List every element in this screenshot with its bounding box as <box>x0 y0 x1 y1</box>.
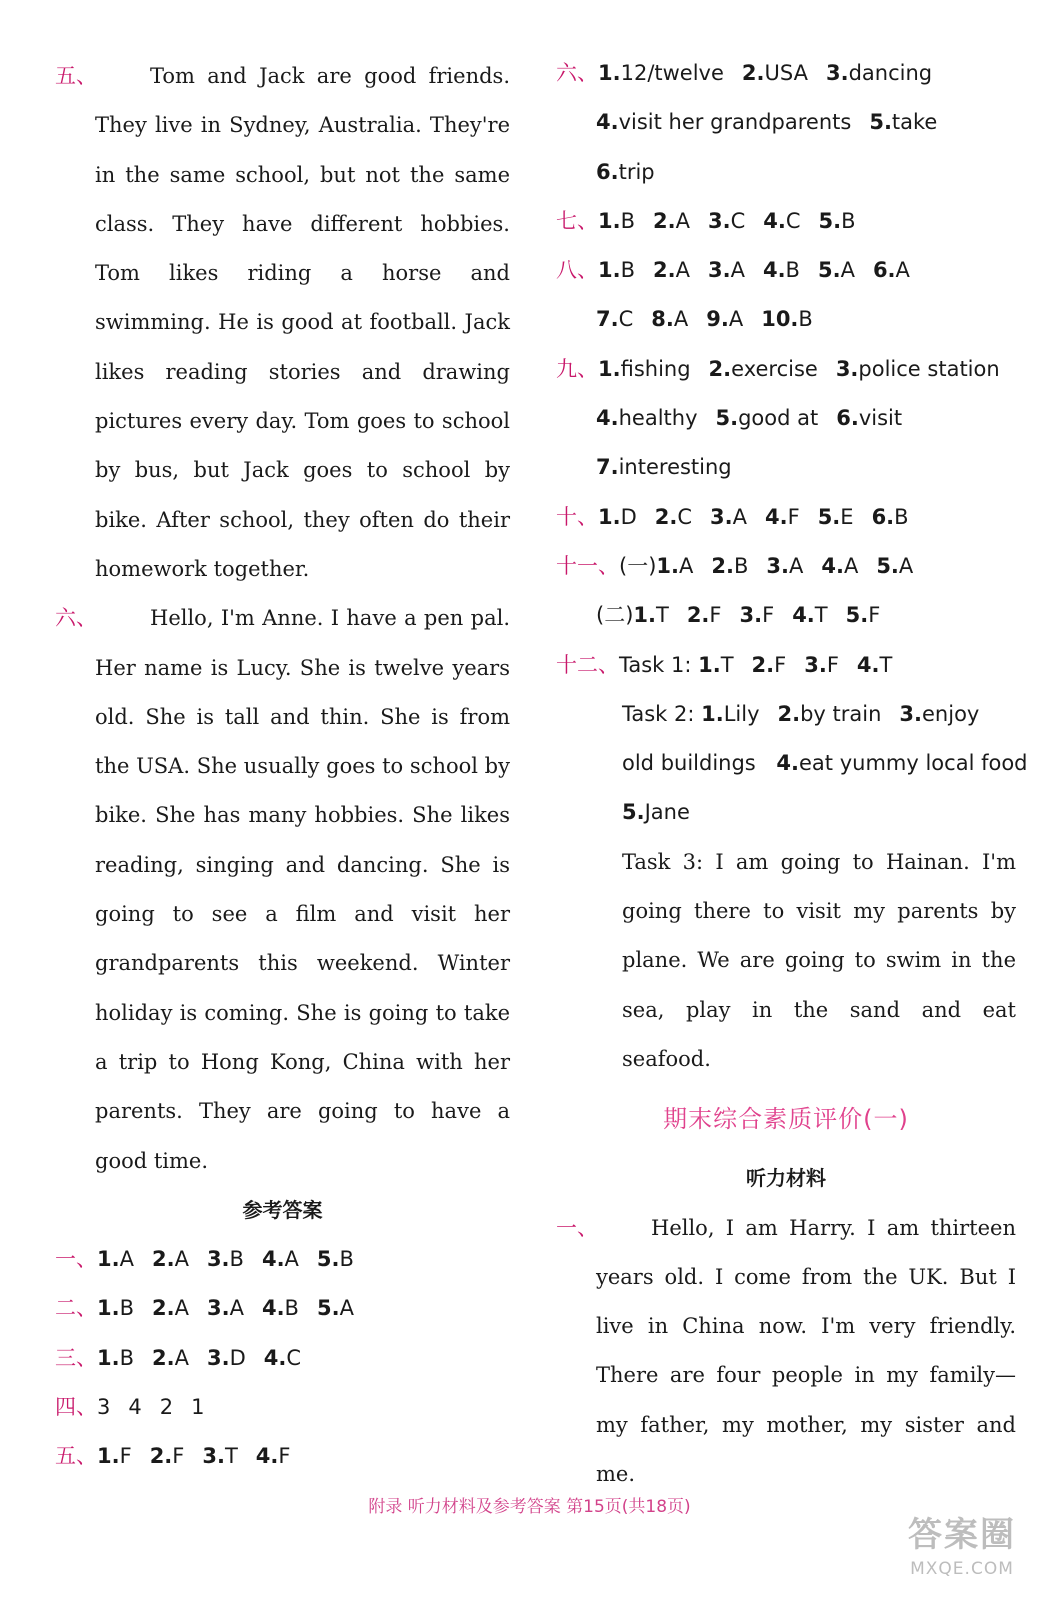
answer-item <box>97 1432 132 1481</box>
answer-number: 1. <box>97 1345 120 1370</box>
answer-number: 6. <box>596 159 619 184</box>
answer-item <box>598 49 724 98</box>
answer-item <box>701 690 759 739</box>
answer-number: 6. <box>871 504 895 529</box>
section-number: 三、 <box>55 1345 97 1370</box>
answer-value: USA <box>764 61 808 85</box>
answer-number: 6. <box>872 258 896 283</box>
section-number: 五、 <box>55 1444 97 1469</box>
answer-item <box>596 394 698 443</box>
section-number: 四、 <box>55 1395 97 1420</box>
answer-number: 4. <box>261 1247 285 1272</box>
answer-number: 2. <box>708 356 732 381</box>
answer-number: 5. <box>316 1296 340 1321</box>
answer-value: B <box>119 1296 135 1321</box>
answer-number: 1. <box>598 208 621 233</box>
answer-item <box>317 1235 354 1284</box>
section-number: 六、 <box>556 61 598 85</box>
answer-number: 3. <box>206 1296 230 1321</box>
answer-row <box>556 394 1016 443</box>
answer-number: 4. <box>596 110 619 135</box>
answer-row <box>55 1334 510 1383</box>
answer-number: 3. <box>766 553 789 578</box>
part-label: (一) <box>619 553 657 578</box>
answer-value: A <box>673 307 689 332</box>
answer-number: 2. <box>151 1247 175 1272</box>
answer-item <box>687 591 722 640</box>
answer-value: B <box>284 1296 299 1321</box>
answer-value: exercise <box>731 356 818 381</box>
answer-item <box>698 641 733 690</box>
site-watermark-logo: 答案圈 MXQE.COM <box>908 1515 1016 1579</box>
answer-number: 7. <box>596 455 619 480</box>
section-number: 五、 <box>55 64 97 88</box>
answer-item <box>653 197 690 246</box>
answer-value: B <box>620 208 636 233</box>
answer-number: 4. <box>596 406 619 431</box>
answer-number: 4. <box>763 208 786 233</box>
answer-item <box>97 1383 110 1432</box>
answer-value: fishing <box>620 356 691 381</box>
answer-number: 4. <box>776 751 800 776</box>
answer-item <box>709 345 818 394</box>
section-number: 八、 <box>556 258 598 283</box>
answer-item <box>262 1284 299 1333</box>
answer-number: 5. <box>715 406 739 431</box>
left-column <box>55 0 510 1482</box>
answer-number: 5. <box>818 208 842 233</box>
answer-item <box>653 246 690 295</box>
part-label: (二) <box>596 603 634 628</box>
answer-value: F <box>868 603 881 628</box>
answer-item <box>765 493 800 542</box>
answer-item <box>207 1334 246 1383</box>
answer-row <box>556 295 1016 344</box>
answer-number: 2. <box>653 258 676 283</box>
section-number: 九、 <box>556 356 598 381</box>
answer-row <box>556 788 1016 837</box>
page-footer: 附录 听力材料及参考答案 第15页(共18页) <box>368 1497 691 1517</box>
answer-number: 1. <box>701 701 724 726</box>
answer-item <box>818 246 855 295</box>
answer-row <box>556 98 1016 147</box>
answer-number: 5. <box>316 1247 340 1272</box>
answer-value: visit <box>858 406 903 431</box>
answer-item <box>656 542 693 591</box>
answer-item <box>899 690 979 739</box>
answer-item <box>264 1334 301 1383</box>
answer-number: 5. <box>817 504 841 529</box>
answer-row <box>556 246 1016 295</box>
answer-number: 1. <box>97 1247 120 1272</box>
answer-item <box>763 197 800 246</box>
answer-value: 2 <box>159 1395 174 1420</box>
answer-number: 4. <box>762 258 786 283</box>
answer-number: 2. <box>777 701 801 726</box>
answer-item <box>160 1383 173 1432</box>
answer-value: T <box>879 652 893 677</box>
answer-value: C <box>618 307 634 332</box>
answer-number: 1. <box>656 553 679 578</box>
answer-item <box>207 1284 244 1333</box>
answer-item <box>262 1235 299 1284</box>
answer-item <box>596 148 655 197</box>
answer-value: A <box>229 1296 244 1321</box>
answer-number: 4. <box>856 652 880 677</box>
answer-value: A <box>728 307 744 332</box>
answer-value: C <box>286 1345 302 1370</box>
answer-number: 3. <box>739 603 763 628</box>
answer-value: T <box>720 652 734 677</box>
exam-section-banner: 期末综合素质评价(一) <box>663 1105 909 1134</box>
task3-answer: Task 3: I am going to Hainan. I'm going there to visit my parents by plane. We are going to swim in the sea, play in the sand and eat seafood. <box>622 849 1016 1071</box>
listening-passage-1 <box>556 1204 1016 1500</box>
answer-value: take <box>891 110 938 135</box>
answer-number: 1. <box>698 652 721 677</box>
answer-item <box>876 542 913 591</box>
answer-item <box>150 1432 185 1481</box>
answer-number: 1. <box>633 603 656 628</box>
answer-value: T <box>224 1444 238 1469</box>
answer-row <box>556 148 1016 197</box>
answer-number: 3. <box>835 356 859 381</box>
answer-item <box>857 641 892 690</box>
answer-value: by train <box>800 701 882 726</box>
answer-item <box>826 49 932 98</box>
answer-value: C <box>677 504 693 529</box>
task-label: Task 1: <box>619 652 699 677</box>
answer-number: 5. <box>817 258 841 283</box>
answer-value: old buildings <box>622 751 763 776</box>
answer-item <box>128 1383 141 1432</box>
answers-title: 参考答案 <box>242 1197 323 1222</box>
answer-value: dancing <box>848 61 933 85</box>
answer-value: E <box>840 504 854 529</box>
answer-row <box>55 1383 510 1432</box>
answer-number: 5. <box>845 603 869 628</box>
answer-item <box>598 345 691 394</box>
answer-item <box>317 1284 354 1333</box>
answer-number: 5. <box>876 553 899 578</box>
answer-item <box>804 641 839 690</box>
answer-item <box>598 246 635 295</box>
answer-value: A <box>840 258 855 283</box>
answer-value: A <box>732 504 747 529</box>
answer-value: A <box>730 258 745 283</box>
answer-item <box>596 295 633 344</box>
answer-item <box>207 1235 244 1284</box>
answer-item <box>202 1432 237 1481</box>
answer-value: B <box>119 1345 135 1370</box>
answer-row <box>556 197 1016 246</box>
answer-number: 2. <box>149 1444 173 1469</box>
answer-item <box>761 295 813 344</box>
answer-value: B <box>894 504 909 529</box>
answer-value: B <box>229 1247 244 1272</box>
answer-row <box>55 1284 510 1333</box>
answer-value: A <box>174 1345 189 1370</box>
section-number: 一、 <box>55 1247 97 1272</box>
answer-value: A <box>895 258 910 283</box>
answer-number: 9. <box>706 307 729 332</box>
answer-value: visit her grandparents <box>618 110 852 135</box>
answer-value: D <box>229 1345 246 1370</box>
answer-number: 5. <box>869 110 892 135</box>
section-number: 十一、 <box>556 553 619 578</box>
answer-number: 3. <box>804 652 827 677</box>
answer-value: F <box>762 603 775 628</box>
answer-item <box>872 493 909 542</box>
answer-number: 2. <box>654 504 678 529</box>
answer-value: B <box>785 258 800 283</box>
answer-item <box>97 1235 134 1284</box>
answer-item <box>819 197 856 246</box>
answer-item <box>742 49 808 98</box>
answer-row <box>556 690 1016 739</box>
answer-item <box>708 246 745 295</box>
answer-number: 1. <box>97 1296 120 1321</box>
answer-number: 3. <box>202 1444 225 1469</box>
answer-number: 3. <box>707 208 731 233</box>
answer-number: 4. <box>821 553 844 578</box>
answer-item <box>821 542 858 591</box>
answer-value: 3 <box>97 1395 111 1420</box>
section-number: 二、 <box>55 1296 97 1321</box>
answer-item <box>97 1334 134 1383</box>
answer-value: F <box>826 652 839 677</box>
answer-item <box>655 493 692 542</box>
section-number: 十、 <box>556 504 598 529</box>
answer-number: 1. <box>598 356 621 381</box>
answer-row <box>55 1432 510 1481</box>
answer-item <box>740 591 775 640</box>
passage-text: Tom and Jack are good friends. They live in Sydney, Australia. They're in the same school, but not the same class. They have different hobbies. Tom likes riding a horse and swimming. He is good at football. Jack likes reading stories and drawing pictures every day. Tom goes to school by bus, but Jack goes to school by bike. After school, they often do their homework together. <box>95 64 510 581</box>
answer-item <box>792 591 827 640</box>
answer-value: A <box>119 1247 134 1272</box>
answer-value: A <box>339 1296 354 1321</box>
answer-number: 2. <box>741 61 765 85</box>
answer-value: B <box>339 1247 354 1272</box>
answer-value: good at <box>738 406 819 431</box>
answer-value: T <box>814 603 828 628</box>
answer-value: B <box>798 307 813 332</box>
listening-passage-6 <box>55 594 510 1186</box>
answer-row <box>556 641 1016 690</box>
answer-item <box>818 493 854 542</box>
answer-item <box>633 591 668 640</box>
answer-item <box>752 641 787 690</box>
section-number: 十二、 <box>556 652 619 677</box>
answer-row <box>556 591 1016 640</box>
answer-number: 4. <box>261 1296 285 1321</box>
answer-number: 2. <box>653 208 676 233</box>
answer-item <box>776 739 1027 788</box>
answer-number: 3. <box>899 701 923 726</box>
answer-value: A <box>843 553 859 578</box>
answer-item <box>706 295 743 344</box>
answer-row <box>556 345 1016 394</box>
answer-item <box>778 690 882 739</box>
answer-number: 2. <box>152 1345 175 1370</box>
answer-value: F <box>278 1444 291 1469</box>
answer-value: trip <box>618 159 655 184</box>
answer-item <box>716 394 819 443</box>
answer-number: 2. <box>686 603 710 628</box>
answer-value: Lily <box>723 701 760 726</box>
answer-value: F <box>119 1444 132 1469</box>
answer-value: 4 <box>128 1395 142 1420</box>
answer-item <box>598 493 637 542</box>
answer-value: A <box>788 553 804 578</box>
answer-row <box>556 542 1016 591</box>
answer-value: F <box>774 652 787 677</box>
answer-item <box>152 1235 189 1284</box>
answer-item <box>622 788 690 837</box>
answer-value: A <box>675 258 690 283</box>
answer-row <box>556 739 1028 788</box>
answer-value: eat yummy local food <box>799 751 1028 776</box>
listening-passage-5 <box>55 52 510 594</box>
answer-number: 8. <box>651 307 674 332</box>
answer-value: C <box>785 208 801 233</box>
answer-value: A <box>675 208 690 233</box>
answer-value: 1 <box>191 1395 205 1420</box>
answer-value: 12/twelve <box>620 61 724 85</box>
answer-item <box>596 98 851 147</box>
answer-value: enjoy <box>922 701 980 726</box>
answer-value: A <box>284 1247 299 1272</box>
answer-value: Jane <box>644 800 690 825</box>
answer-value: police station <box>858 356 1000 381</box>
answer-item <box>97 1284 134 1333</box>
answer-value: B <box>620 258 636 283</box>
answer-item <box>152 1334 189 1383</box>
answer-number: 3. <box>206 1247 230 1272</box>
answer-value: interesting <box>618 455 732 480</box>
answer-item <box>256 1432 291 1481</box>
answer-item <box>711 542 748 591</box>
answer-value: F <box>172 1444 185 1469</box>
answer-number: 4. <box>765 504 788 529</box>
section-number: 七、 <box>556 208 598 233</box>
answer-item <box>873 246 910 295</box>
answer-value: A <box>678 553 694 578</box>
answer-value: B <box>733 553 749 578</box>
answer-item <box>152 1284 189 1333</box>
answer-value: F <box>709 603 722 628</box>
answer-item <box>766 542 803 591</box>
answer-value: A <box>898 553 914 578</box>
section-number: 一、 <box>556 1215 598 1240</box>
answer-number: 3. <box>710 504 733 529</box>
answer-item <box>191 1383 204 1432</box>
answer-item <box>710 493 747 542</box>
answer-value: A <box>174 1296 189 1321</box>
answer-item <box>846 591 881 640</box>
answer-number: 3. <box>206 1345 230 1370</box>
answer-number: 2. <box>751 652 775 677</box>
answer-value: D <box>620 504 637 529</box>
answer-number: 1. <box>598 61 621 85</box>
answer-number: 3. <box>707 258 731 283</box>
answer-item <box>708 197 745 246</box>
answer-number: 3. <box>825 61 849 85</box>
answer-number: 1. <box>97 1444 120 1469</box>
answer-row <box>556 443 1016 492</box>
answer-number: 6. <box>836 406 859 431</box>
passage-text: Hello, I am Harry. I am thirteen years old. I come from the UK. But I live in China now. I'm very friendly. There are four people in my family—my father, my mother, my sister and me. <box>596 1215 1016 1487</box>
listening-material-title: 听力材料 <box>746 1166 826 1191</box>
answer-number: 5. <box>622 800 645 825</box>
answer-item <box>598 197 635 246</box>
answer-list <box>55 1235 510 1481</box>
answer-value: F <box>787 504 800 529</box>
answer-number: 7. <box>596 307 619 332</box>
answer-number: 2. <box>152 1296 175 1321</box>
answer-list-continued <box>556 49 1028 1084</box>
answer-item <box>596 443 732 492</box>
answer-item <box>836 345 1000 394</box>
answer-row <box>556 49 1016 98</box>
answer-number: 1. <box>598 258 621 283</box>
task-label: Task 2: <box>622 701 702 726</box>
answer-value: A <box>174 1247 189 1272</box>
answer-value: C <box>730 208 746 233</box>
answer-value: B <box>841 208 856 233</box>
answer-item <box>869 98 937 147</box>
answer-number: 10. <box>761 307 799 332</box>
answer-value: T <box>655 603 669 628</box>
answer-item <box>763 246 800 295</box>
answer-number: 4. <box>792 603 815 628</box>
answer-number: 2. <box>711 553 734 578</box>
answer-number: 4. <box>263 1345 287 1370</box>
answer-number: 1. <box>598 504 621 529</box>
answer-number: 4. <box>255 1444 279 1469</box>
right-column <box>556 0 1028 1499</box>
passage-text: Hello, I'm Anne. I have a pen pal. Her name is Lucy. She is twelve years old. She is tall and thin. She is from the USA. She usually goes to school by bike. She has many hobbies. She likes reading, singing and dancing. She is going to see a film and visit her grandparents this weekend. Winter holiday is coming. She is going to take a trip to Hong Kong, China with her parents. They are going to have a good time. <box>95 606 510 1173</box>
answer-item <box>651 295 688 344</box>
answer-row <box>55 1235 510 1284</box>
answer-item <box>836 394 902 443</box>
section-number: 六、 <box>55 606 97 631</box>
answer-value: healthy <box>618 406 698 431</box>
answer-row <box>556 493 1016 542</box>
